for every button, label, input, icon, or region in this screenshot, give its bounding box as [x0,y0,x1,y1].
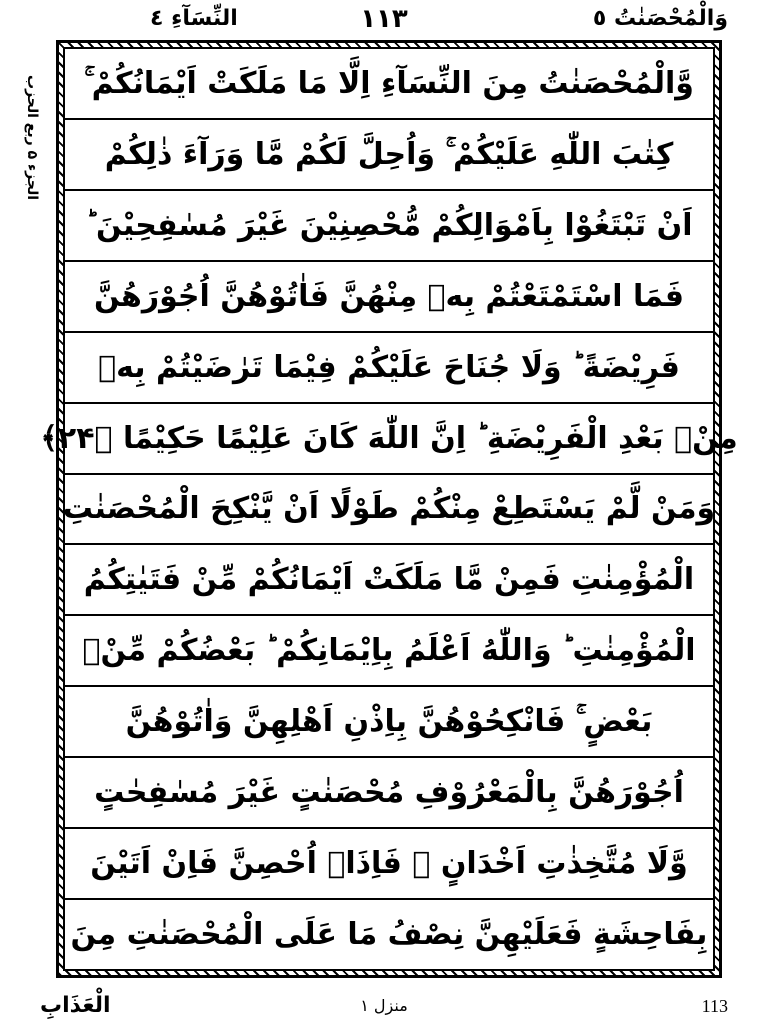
text-area [40,47,738,971]
text-line: وَّلَا مُتَّخِذٰتِ اَخْدَانٍ ۚ فَاِذَاۤ اُحْصِنَّ فَاِنْ اَتَيْنَ [65,829,713,900]
text-line: فَمَا اسْتَمْتَعْتُمْ بِهٖ مِنْهُنَّ فَاٰتُوْهُنَّ اُجُوْرَهُنَّ [65,262,713,333]
text-line: اُجُوْرَهُنَّ بِالْمَعْرُوْفِ مُحْصَنٰتٍ غَيْرَ مُسٰفِحٰتٍ [65,758,713,829]
text-line: وَمَنْ لَّمْ يَسْتَطِعْ مِنْكُمْ طَوْلًا اَنْ يَّنْكِحَ الْمُحْصَنٰتِ [65,475,713,546]
page-number: 113 [701,996,728,1016]
juz-name: وَالْمُحْصَنٰتُ ٥ [592,6,728,31]
surah-name: النِّسَآءِ ٤ [150,6,238,31]
text-line: الْمُؤْمِنٰتِ فَمِنْ مَّا مَلَكَتْ اَيْمَانُكُمْ مِّنْ فَتَيٰتِكُمُ [65,545,713,616]
text-line: الْمُؤْمِنٰتِ ؕ وَاللّٰهُ اَعْلَمُ بِاِيْمَانِكُمْ ؕ بَعْضُكُمْ مِّنْۢ [65,616,713,687]
text-line: كِتٰبَ اللّٰهِ عَلَيْكُمْ ۚ وَاُحِلَّ لَكُمْ مَّا وَرَآءَ ذٰلِكُمْ [65,120,713,191]
text-line: بَعْضٍ ۚ فَانْكِحُوْهُنَّ بِاِذْنِ اَهْلِهِنَّ وَاٰتُوْهُنَّ [65,687,713,758]
text-line: اَنْ تَبْتَغُوْا بِاَمْوَالِكُمْ مُّحْصِنِيْنَ غَيْرَ مُسٰفِحِيْنَ ؕ [65,191,713,262]
page-number-arabic: ١١٣ [360,4,408,34]
catchword: الْعَذَابِ [40,993,111,1018]
manzil-label: منزل ١ [360,996,408,1015]
text-line: فَرِيْضَةً ؕ وَلَا جُنَاحَ عَلَيْكُمْ فِيْمَا تَرٰضَيْتُمْ بِهٖ [65,333,713,404]
text-line: مِنْۢ بَعْدِ الْفَرِيْضَةِ ؕ اِنَّ اللّٰهَ كَانَ عَلِيْمًا حَكِيْمًا ﴿۲۴﴾ [65,404,713,475]
margin-note: الجزء ۵ ربع الحزب [24,75,40,200]
text-line: وَّالْمُحْصَنٰتُ مِنَ النِّسَآءِ اِلَّا مَا مَلَكَتْ اَيْمَانُكُمْ ۚ [65,49,713,120]
text-line: بِفَاحِشَةٍ فَعَلَيْهِنَّ نِصْفُ مَا عَلَى الْمُحْصَنٰتِ مِنَ [70,917,708,953]
page-border [40,40,738,978]
